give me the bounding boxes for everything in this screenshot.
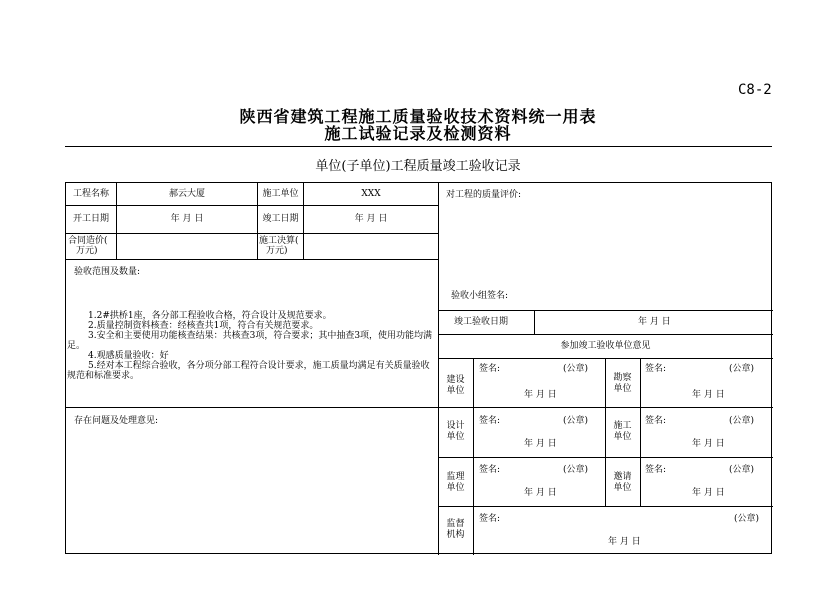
design-sign-label: 签名: <box>479 416 501 426</box>
survey-date: 年 月 日 <box>692 390 725 400</box>
form-title: 陕西省建筑工程施工质量验收技术资料统一用表 <box>239 107 597 126</box>
survey-unit-label: 勘察 单位 <box>613 373 632 394</box>
scope-item: 2.质量控制资料核查：经核查共1项，符合有关规范要求。 <box>88 321 319 331</box>
design-seal: (公章) <box>563 416 589 426</box>
invited-sign-label: 签名: <box>645 465 667 475</box>
contractor-label: 施工单位 <box>262 189 299 199</box>
record-title: 单位(子单位)工程质量竣工验收记录 <box>315 159 521 174</box>
scope-item: 足。 <box>67 341 86 351</box>
scope-label: 验收范围及数量: <box>74 267 141 277</box>
center-divider <box>438 183 439 555</box>
quality-evaluation-label: 对工程的质量评价: <box>446 190 522 200</box>
survey-sign-label: 签名: <box>645 364 667 374</box>
form-subtitle-category: 施工试验记录及检测资料 <box>324 124 512 143</box>
supervision-sign-label: 签名: <box>479 465 501 475</box>
scope-item: 4.观感质量验收：好 <box>88 351 169 361</box>
start-date-label: 开工日期 <box>72 214 109 224</box>
acceptance-record-table <box>65 182 772 554</box>
builder-sign-label: 签名: <box>479 364 501 374</box>
contractor-value: XXX <box>361 189 381 199</box>
final-cost-label: 施工决算( <box>259 236 299 246</box>
project-name-value: 郝云大厦 <box>168 189 205 199</box>
construct-seal: (公章) <box>729 416 755 426</box>
survey-seal: (公章) <box>729 364 755 374</box>
oversight-agency-label: 监督 机构 <box>446 519 465 540</box>
row-divider <box>66 205 438 206</box>
builder-date: 年 月 日 <box>524 390 557 400</box>
builder-seal: (公章) <box>563 364 589 374</box>
issues-label: 存在问题及处理意见: <box>74 416 159 426</box>
end-date-value: 年 月 日 <box>354 214 388 224</box>
row-divider <box>66 233 438 234</box>
scope-item: 3.安全和主要使用功能核查结果：共核查3项，符合要求；其中抽查3项，使用功能均满 <box>88 331 433 341</box>
invited-date: 年 月 日 <box>692 488 725 498</box>
supervision-date: 年 月 日 <box>524 488 557 498</box>
invited-seal: (公章) <box>729 465 755 475</box>
construct-date: 年 月 日 <box>692 439 725 449</box>
row-divider <box>438 506 773 507</box>
group-signature-label: 验收小组签名: <box>451 291 509 301</box>
oversight-date: 年 月 日 <box>608 537 641 547</box>
final-cost-unit: 万元) <box>266 246 288 256</box>
col-divider <box>473 358 474 555</box>
construct-sign-label: 签名: <box>645 416 667 426</box>
scope-item: 规范和标准要求。 <box>67 371 140 381</box>
oversight-seal: (公章) <box>734 514 760 524</box>
start-date-value: 年 月 日 <box>170 214 204 224</box>
invited-unit-label: 邀请 单位 <box>613 472 632 493</box>
design-unit-label: 设计 单位 <box>446 421 465 442</box>
supervision-unit-label: 监理 单位 <box>446 472 465 493</box>
col-divider <box>640 358 641 506</box>
row-divider <box>438 334 773 335</box>
row-divider <box>66 407 438 408</box>
supervision-seal: (公章) <box>563 465 589 475</box>
contract-cost-label: 合同造价( <box>68 236 108 246</box>
completion-date-value: 年 月 日 <box>638 317 671 327</box>
form-code: C8-2 <box>738 82 772 98</box>
contract-cost-unit: 万元) <box>76 246 98 256</box>
row-divider <box>66 259 438 260</box>
participants-header: 参加竣工验收单位意见 <box>560 341 651 351</box>
title-divider <box>65 146 772 147</box>
scope-item: 5.经对本工程综合验收，各分项分部工程符合设计要求，施工质量均满足有关质量验收 <box>88 361 430 371</box>
col-divider <box>534 310 535 334</box>
row-divider <box>438 310 773 311</box>
completion-date-label: 竣工验收日期 <box>454 317 509 327</box>
design-date: 年 月 日 <box>524 439 557 449</box>
builder-unit-label: 建设 单位 <box>446 375 465 396</box>
scope-item: 1.2#拱桥1座，各分部工程验收合格，符合设计及规范要求。 <box>88 311 332 321</box>
oversight-sign-label: 签名: <box>479 514 501 524</box>
end-date-label: 竣工日期 <box>262 214 299 224</box>
project-name-label: 工程名称 <box>72 189 109 199</box>
construct-unit-label: 施工 单位 <box>613 421 632 442</box>
